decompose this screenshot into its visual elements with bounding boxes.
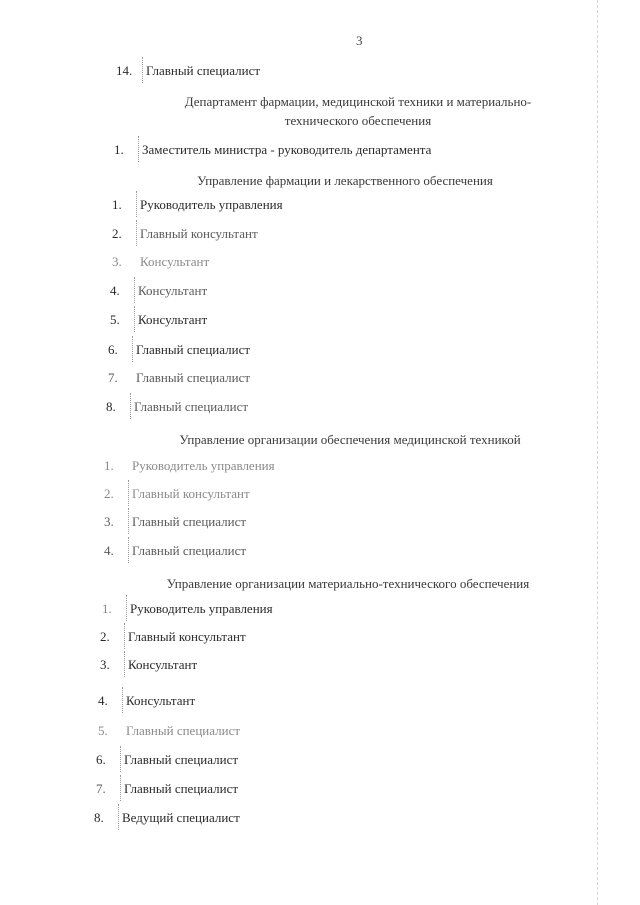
position-title: Руководитель управления: [132, 458, 275, 473]
position-title: Руководитель управления: [140, 197, 283, 212]
table-divider: [122, 687, 123, 713]
table-divider: [128, 508, 129, 534]
item-number: 6.: [108, 342, 118, 357]
item-number: 6.: [96, 752, 106, 767]
item-number: 8.: [106, 399, 116, 414]
position-title: Консультант: [140, 254, 210, 269]
item-number: 5.: [98, 723, 108, 738]
position-title: Главный специалист: [134, 399, 249, 414]
section-title-material: Управление организации материально-технического обеспечения: [166, 576, 530, 591]
position-title: Главный специалист: [136, 370, 251, 385]
position-title: Главный специалист: [124, 781, 239, 796]
table-divider: [136, 191, 137, 217]
item-number: 3.: [104, 514, 114, 529]
item-number: 1.: [102, 601, 112, 616]
table-divider: [130, 393, 131, 419]
table-divider: [124, 651, 125, 677]
item-number: 4.: [110, 283, 120, 298]
position-title: Консультант: [128, 657, 198, 672]
table-divider: [128, 480, 129, 506]
table-divider: [124, 623, 125, 649]
item-number: 7.: [108, 370, 118, 385]
table-divider: [132, 336, 133, 362]
position-title: Главный консультант: [132, 486, 250, 501]
item-number: 5.: [110, 312, 120, 327]
position-title: Главный специалист: [124, 752, 239, 767]
item-number: 3.: [100, 657, 110, 672]
item-number: 2.: [100, 629, 110, 644]
page-number: 3: [356, 33, 363, 48]
item-number: 4.: [98, 693, 108, 708]
position-title: Главный специалист: [146, 63, 261, 78]
position-title: Главный консультант: [128, 629, 246, 644]
table-divider: [142, 57, 143, 83]
position-title: Консультант: [138, 283, 208, 298]
position-title: Главный специалист: [132, 543, 247, 558]
table-divider: [120, 746, 121, 772]
position-title: Консультант: [138, 312, 208, 327]
table-divider: [126, 595, 127, 621]
item-number: 2.: [112, 226, 122, 241]
item-number: 8.: [94, 810, 104, 825]
section-title-medtech: Управление организации обеспечения медицинской техникой: [179, 432, 521, 447]
table-divider: [138, 136, 139, 162]
table-divider: [118, 804, 119, 830]
table-divider: [120, 775, 121, 801]
item-number: 7.: [96, 781, 106, 796]
item-number: 1.: [112, 197, 122, 212]
position-title: Главный консультант: [140, 226, 258, 241]
position-title: Руководитель управления: [130, 601, 273, 616]
table-divider: [134, 306, 135, 332]
section-title-pharmacy: Управление фармации и лекарственного обеспечения: [197, 173, 493, 188]
position-title: Главный специалист: [136, 342, 251, 357]
item-number: 14.: [116, 63, 133, 78]
department-title-line1: Департамент фармации, медицинской техники и материально-: [184, 94, 532, 109]
item-number: 2.: [104, 486, 114, 501]
position-title: Главный специалист: [126, 723, 241, 738]
department-title-line2: технического обеспечения: [284, 113, 432, 128]
table-divider: [134, 277, 135, 303]
item-number: 3.: [112, 254, 122, 269]
table-divider: [136, 220, 137, 246]
position-title: Заместитель министра - руководитель департамента: [142, 142, 432, 157]
position-title: Главный специалист: [132, 514, 247, 529]
scan-edge-line: [597, 0, 598, 905]
position-title: Ведущий специалист: [122, 810, 240, 825]
item-number: 1.: [104, 458, 114, 473]
item-number: 1.: [114, 142, 124, 157]
table-divider: [128, 537, 129, 563]
item-number: 4.: [104, 543, 114, 558]
position-title: Консультант: [126, 693, 196, 708]
